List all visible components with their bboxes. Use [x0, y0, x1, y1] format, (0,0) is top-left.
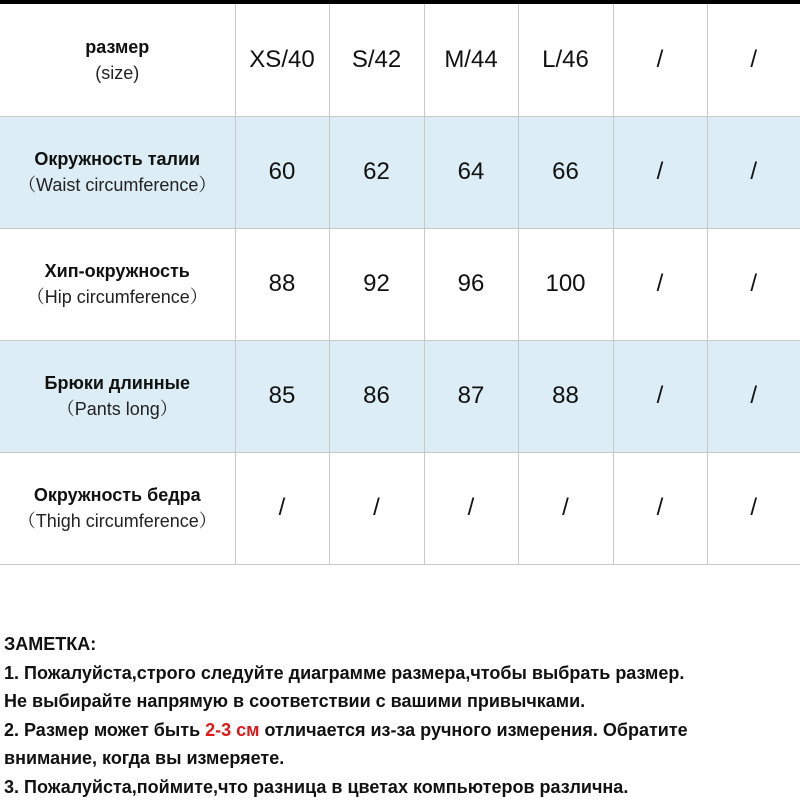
- value-cell: 85: [235, 340, 329, 452]
- value-cell: /: [613, 452, 707, 564]
- value-cell: 87: [424, 340, 518, 452]
- row-label-ru: Брюки длинные: [0, 370, 235, 396]
- value-cell: /: [329, 452, 424, 564]
- value-cell: /: [707, 340, 800, 452]
- note-line-2: Не выбирайте напрямую в соответствии с вашими привычками.: [4, 687, 796, 716]
- value-cell: /: [707, 116, 800, 228]
- size-header-cell: XS/40: [235, 4, 329, 116]
- note-highlight-range: 2-3 см: [205, 720, 259, 740]
- row-label-ru: Окружность бедра: [0, 482, 235, 508]
- value-cell: /: [613, 340, 707, 452]
- table-row-waist: [0, 116, 800, 228]
- row-label-cell: [0, 228, 235, 340]
- row-label-cell: [0, 340, 235, 452]
- row-label-ru: Хип-окружность: [0, 258, 235, 284]
- row-label-en: （Thigh circumference）: [0, 508, 235, 534]
- table-row-hip: [0, 228, 800, 340]
- note-line-5: 3. Пожалуйста,поймите,что разница в цветах компьютеров различна.: [4, 773, 796, 801]
- note-line-4: внимание, когда вы измеряете.: [4, 744, 796, 773]
- note-line-3-end: отличается из-за ручного измерения. Обратите: [260, 720, 688, 740]
- row-label-en: （Hip circumference）: [0, 284, 235, 310]
- value-cell: 64: [424, 116, 518, 228]
- size-header-cell: M/44: [424, 4, 518, 116]
- value-cell: /: [613, 116, 707, 228]
- value-cell: 88: [518, 340, 613, 452]
- note-line-3-start: 2. Размер может быть: [4, 720, 205, 740]
- table-row-thigh: [0, 452, 800, 564]
- value-cell: 86: [329, 340, 424, 452]
- row-label-ru: Окружность талии: [0, 146, 235, 172]
- value-cell: /: [613, 228, 707, 340]
- value-cell: /: [235, 452, 329, 564]
- size-chart-table: [0, 4, 800, 565]
- value-cell: /: [707, 452, 800, 564]
- note-line-1: 1. Пожалуйста,строго следуйте диаграмме размера,чтобы выбрать размер.: [4, 659, 796, 688]
- header-label-cell: [0, 4, 235, 116]
- header-row: [0, 4, 800, 116]
- note-line-3: [4, 716, 796, 745]
- header-label-ru: размер: [0, 34, 235, 60]
- value-cell: 100: [518, 228, 613, 340]
- size-header-cell: L/46: [518, 4, 613, 116]
- size-header-cell: /: [613, 4, 707, 116]
- row-label-en: （Waist circumference）: [0, 172, 235, 198]
- value-cell: /: [518, 452, 613, 564]
- row-label-en: （Pants long）: [0, 396, 235, 422]
- size-header-cell: /: [707, 4, 800, 116]
- table-row-pants-length: [0, 340, 800, 452]
- size-note: [4, 630, 796, 801]
- note-title: ЗАМЕТКА:: [4, 630, 796, 659]
- value-cell: 92: [329, 228, 424, 340]
- value-cell: 60: [235, 116, 329, 228]
- value-cell: 62: [329, 116, 424, 228]
- row-label-cell: [0, 116, 235, 228]
- value-cell: /: [707, 228, 800, 340]
- row-label-cell: [0, 452, 235, 564]
- value-cell: 66: [518, 116, 613, 228]
- value-cell: 88: [235, 228, 329, 340]
- value-cell: /: [424, 452, 518, 564]
- value-cell: 96: [424, 228, 518, 340]
- header-label-en: (size): [0, 60, 235, 86]
- size-header-cell: S/42: [329, 4, 424, 116]
